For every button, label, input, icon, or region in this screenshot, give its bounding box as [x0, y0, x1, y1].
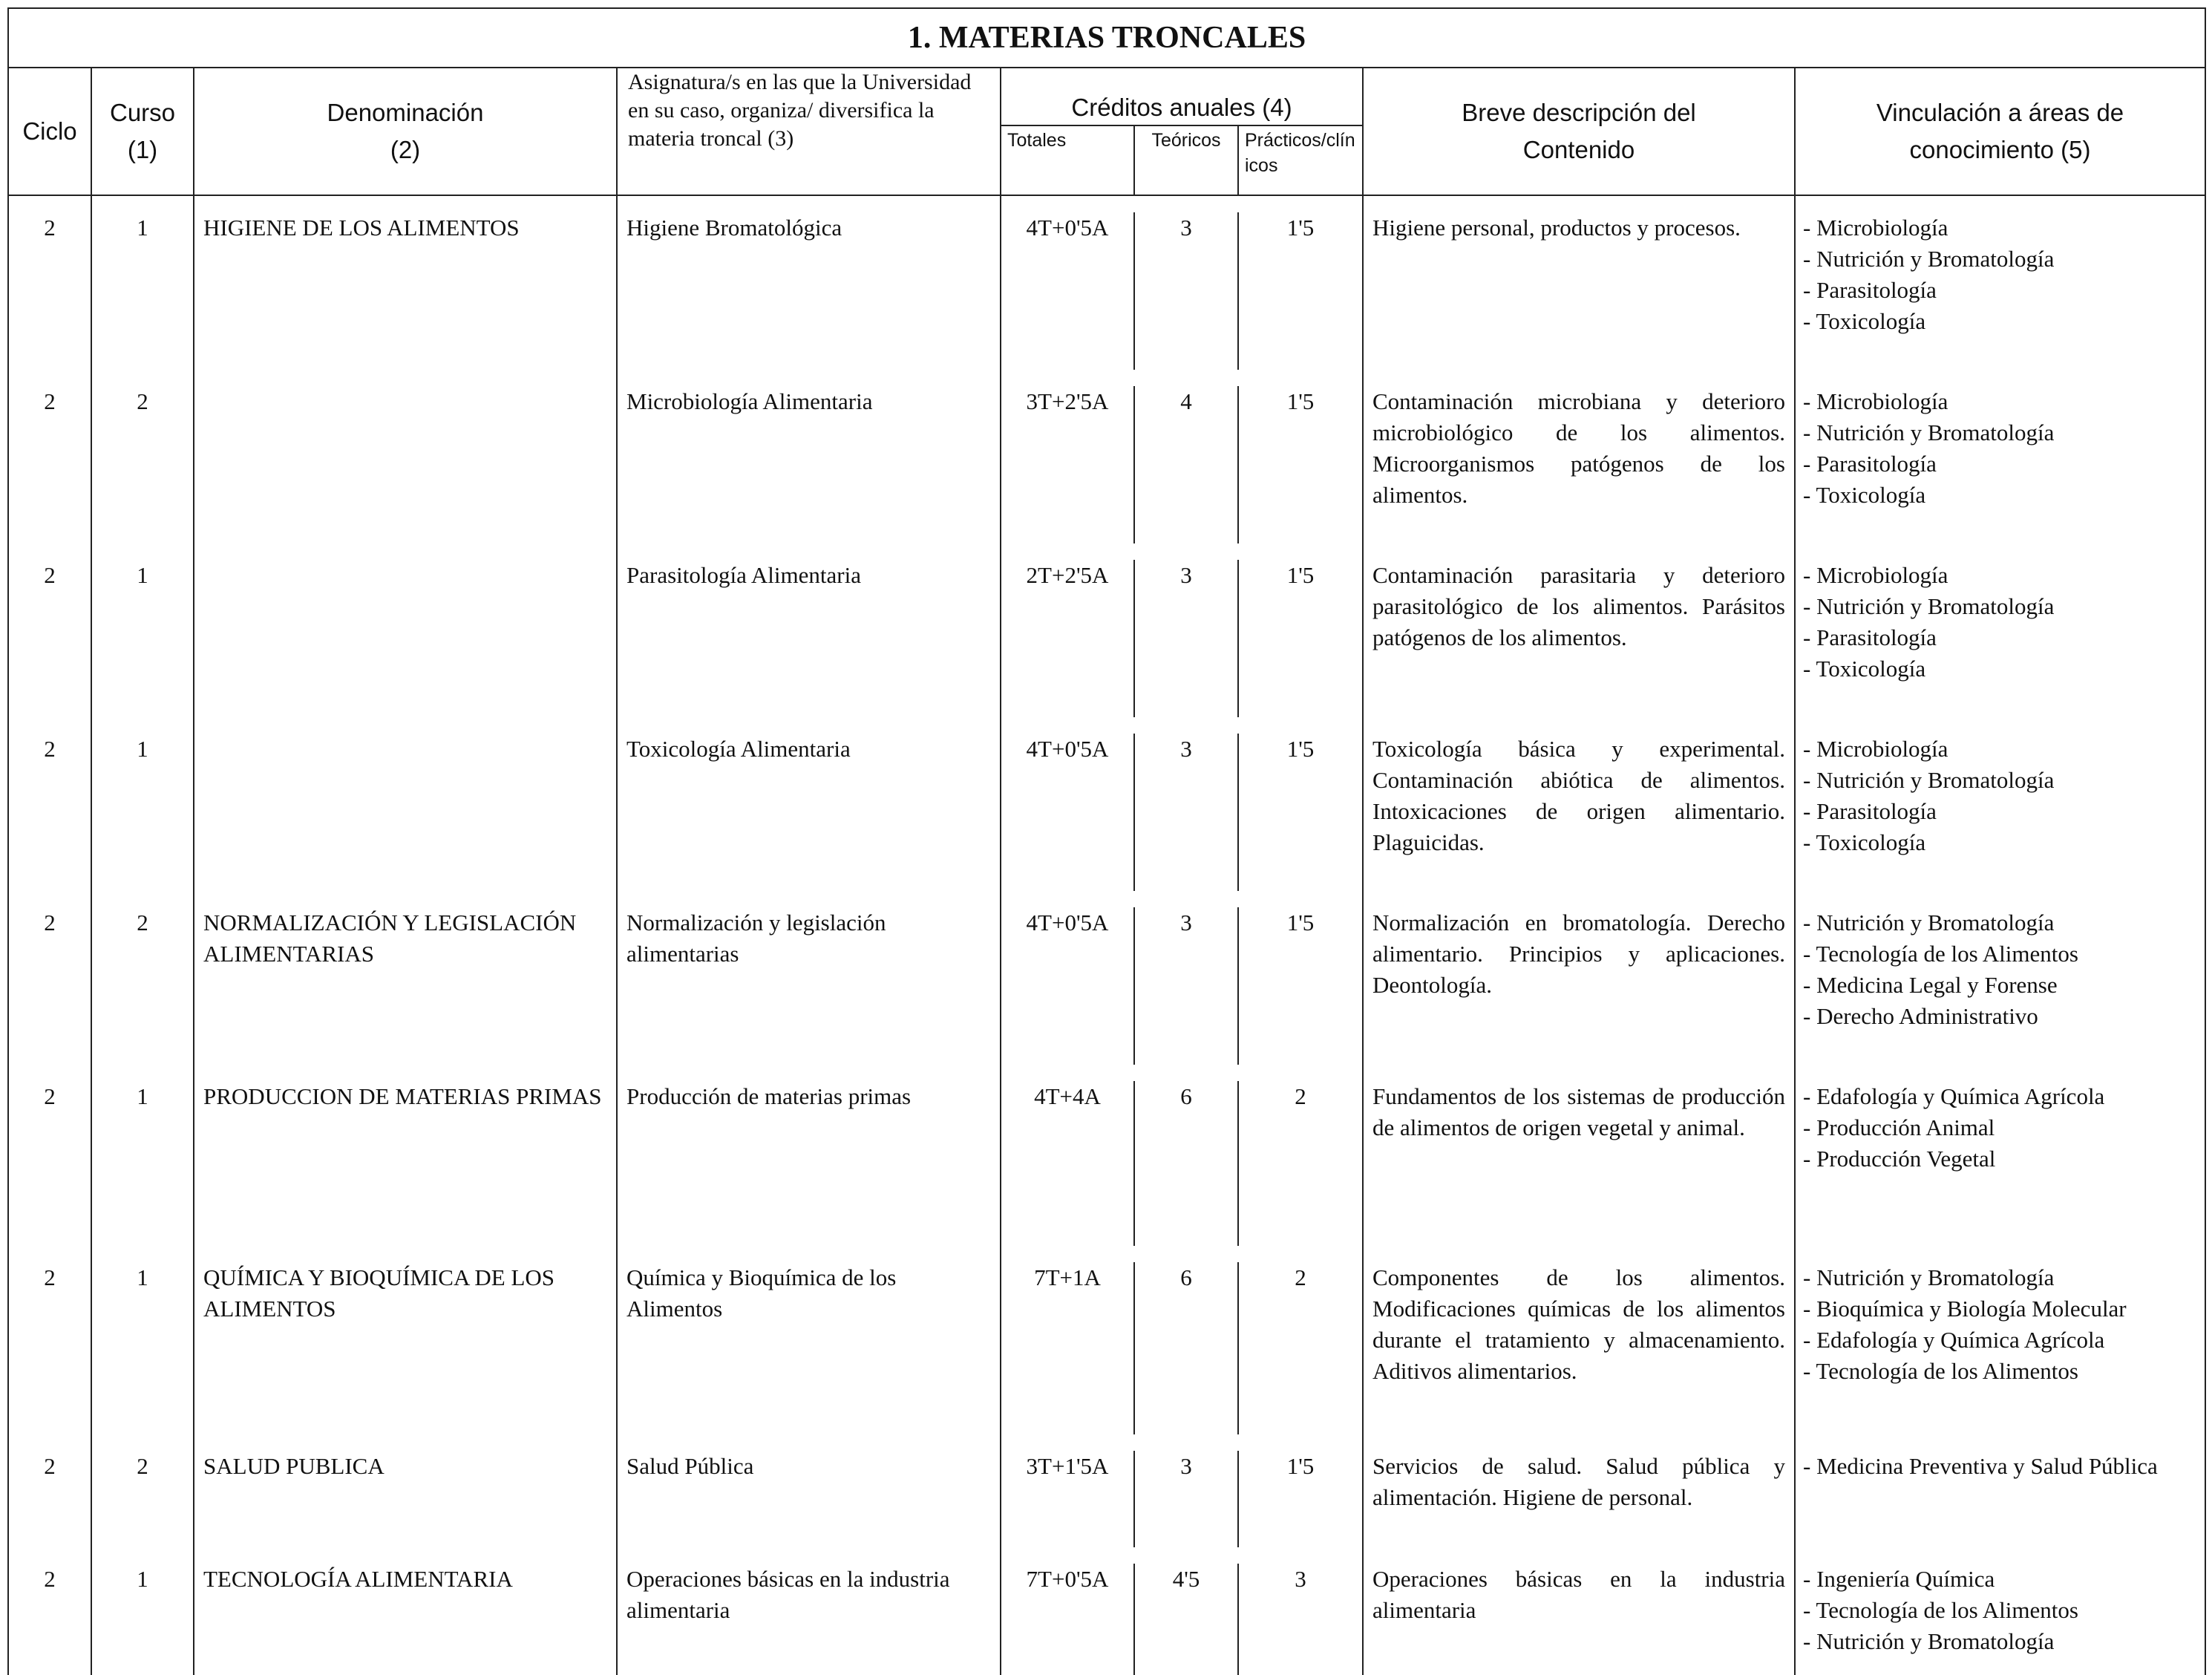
cell-ciclo: 2 — [8, 1065, 91, 1246]
header-totales: Totales — [1001, 126, 1135, 195]
cell-asignatura: Microbiología Alimentaria — [617, 370, 1001, 543]
cell-creditos — [1001, 891, 1363, 1065]
cell-areas — [1795, 370, 2205, 543]
areas-list — [1796, 212, 2205, 337]
list-item: - Toxicología — [1803, 656, 1926, 682]
cell-practicos: 1'5 — [1286, 562, 1315, 588]
cell-asignatura: Higiene Bromatológica — [617, 196, 1001, 370]
cell-areas — [1795, 891, 2205, 1065]
cell-practicos: 1'5 — [1286, 215, 1315, 241]
cell-teoricos: 4 — [1135, 386, 1239, 543]
list-item: - Microbiología — [1803, 736, 1948, 762]
table-row — [8, 370, 2205, 543]
cell-practicos: 2 — [1295, 1083, 1306, 1109]
cell-practicos: 1'5 — [1286, 910, 1315, 936]
table-row — [8, 196, 2205, 370]
areas-list — [1796, 386, 2205, 511]
cell-areas — [1795, 1434, 2205, 1547]
cell-practicos: 2 — [1295, 1264, 1306, 1290]
cell-creditos — [1001, 1246, 1363, 1434]
cell-teoricos: 3 — [1135, 212, 1239, 370]
cell-ciclo: 2 — [8, 1434, 91, 1547]
cell-teoricos: 6 — [1135, 1262, 1239, 1434]
cell-curso: 1 — [91, 196, 194, 370]
cell-denominacion: SALUD PUBLICA — [194, 1434, 617, 1547]
cell-denominacion — [194, 543, 617, 717]
cell-descripcion: Contaminación parasitaria y deterioro parasitológico de los alimentos. Parásitos patógenos de los alimentos. — [1363, 543, 1795, 717]
cell-totales: 7T+1A — [1001, 1262, 1135, 1434]
cell-totales: 4T+0'5A — [1001, 907, 1135, 1065]
header-descripcion: Breve descripción del Contenido — [1363, 68, 1795, 195]
list-item: - Edafología y Química Agrícola — [1803, 1083, 2105, 1109]
list-item: - Parasitología — [1803, 624, 1937, 650]
header-teoricos: Teóricos — [1135, 126, 1239, 195]
header-creditos — [1001, 68, 1363, 195]
cell-denominacion: PRODUCCION DE MATERIAS PRIMAS — [194, 1065, 617, 1246]
areas-list — [1796, 1262, 2205, 1387]
cell-teoricos: 3 — [1135, 1451, 1239, 1547]
cell-denominacion — [194, 717, 617, 891]
list-item: - Tecnología de los Alimentos — [1803, 1597, 2078, 1623]
cell-areas — [1795, 1246, 2205, 1434]
cell-teoricos: 3 — [1135, 734, 1239, 891]
areas-list — [1796, 907, 2205, 1032]
list-item: - Parasitología — [1803, 451, 1937, 477]
header-curso-label: Curso — [109, 99, 176, 126]
cell-asignatura: Salud Pública — [617, 1434, 1001, 1547]
cell-denominacion: QUÍMICA Y BIOQUÍMICA DE LOS ALIMENTOS — [194, 1246, 617, 1434]
list-item: - Microbiología — [1803, 388, 1948, 414]
header-denominacion-label: Denominación — [327, 99, 484, 126]
cell-descripcion: Toxicología básica y experimental. Contaminación abiótica de alimentos. Intoxicaciones de origen alimentario. Plaguicidas. — [1363, 717, 1795, 891]
areas-list — [1796, 1564, 2205, 1657]
cell-areas — [1795, 1065, 2205, 1246]
document-page — [7, 7, 2205, 1654]
cell-ciclo: 2 — [8, 370, 91, 543]
cell-teoricos: 3 — [1135, 907, 1239, 1065]
cell-practicos: 3 — [1295, 1566, 1306, 1592]
header-practicos: Prácticos/clínicos — [1245, 130, 1355, 176]
cell-areas — [1795, 1547, 2205, 1675]
header-asignatura: Asignatura/s en las que la Universidad en su caso, organiza/ diversifica la materia troncal (3) — [617, 68, 1001, 195]
table-row — [8, 891, 2205, 1065]
list-item: - Nutrición y Bromatología — [1803, 910, 2055, 936]
list-item: - Edafología y Química Agrícola — [1803, 1327, 2105, 1353]
table-title: 1. MATERIAS TRONCALES — [8, 8, 2205, 68]
header-row — [8, 68, 2205, 195]
cell-totales: 4T+0'5A — [1001, 734, 1135, 891]
list-item: - Nutrición y Bromatología — [1803, 1628, 2055, 1654]
header-creditos-label: Créditos anuales (4) — [1071, 94, 1292, 121]
list-item: - Bioquímica y Biología Molecular — [1803, 1296, 2127, 1322]
cell-curso: 2 — [91, 370, 194, 543]
header-denominacion-note: (2) — [390, 136, 421, 163]
list-item: - Parasitología — [1803, 277, 1937, 303]
list-item: - Toxicología — [1803, 829, 1926, 855]
areas-list — [1796, 1451, 2205, 1482]
cell-curso: 1 — [91, 1547, 194, 1675]
cell-areas — [1795, 196, 2205, 370]
header-curso — [91, 68, 194, 195]
list-item: - Tecnología de los Alimentos — [1803, 1358, 2078, 1384]
cell-totales: 4T+0'5A — [1001, 212, 1135, 370]
list-item: - Microbiología — [1803, 562, 1948, 588]
cell-areas — [1795, 543, 2205, 717]
cell-totales: 3T+1'5A — [1001, 1451, 1135, 1547]
cell-descripcion: Normalización en bromatología. Derecho alimentario. Principios y aplicaciones. Deontología. — [1363, 891, 1795, 1065]
cell-teoricos: 4'5 — [1135, 1564, 1239, 1675]
list-item: - Medicina Legal y Forense — [1803, 972, 2058, 998]
cell-ciclo: 2 — [8, 891, 91, 1065]
list-item: - Nutrición y Bromatología — [1803, 767, 2055, 793]
list-item: - Producción Animal — [1803, 1114, 1995, 1140]
table-row — [8, 1434, 2205, 1547]
cell-creditos — [1001, 1065, 1363, 1246]
list-item: - Microbiología — [1803, 215, 1948, 241]
cell-asignatura: Producción de materias primas — [617, 1065, 1001, 1246]
header-vinculacion: Vinculación a áreas de conocimiento (5) — [1795, 68, 2205, 195]
cell-descripcion: Higiene personal, productos y procesos. — [1363, 196, 1795, 370]
list-item: - Ingeniería Química — [1803, 1566, 1995, 1592]
list-item: - Toxicología — [1803, 482, 1926, 508]
cell-totales: 2T+2'5A — [1001, 560, 1135, 717]
table-row — [8, 1065, 2205, 1246]
list-item: - Toxicología — [1803, 308, 1926, 334]
cell-descripcion: Operaciones básicas en la industria alimentaria — [1363, 1547, 1795, 1675]
list-item: - Tecnología de los Alimentos — [1803, 941, 2078, 967]
cell-ciclo: 2 — [8, 196, 91, 370]
cell-creditos — [1001, 1547, 1363, 1675]
list-item: - Nutrición y Bromatología — [1803, 246, 2055, 272]
cell-curso: 1 — [91, 717, 194, 891]
cell-creditos — [1001, 543, 1363, 717]
cell-practicos: 1'5 — [1286, 388, 1315, 414]
cell-curso: 2 — [91, 891, 194, 1065]
cell-descripcion: Contaminación microbiana y deterioro microbiológico de los alimentos. Microorganismos patógenos de los alimentos. — [1363, 370, 1795, 543]
cell-creditos — [1001, 370, 1363, 543]
cell-curso: 2 — [91, 1434, 194, 1547]
cell-asignatura: Química y Bioquímica de los Alimentos — [617, 1246, 1001, 1434]
header-ciclo: Ciclo — [8, 68, 91, 195]
cell-asignatura: Toxicología Alimentaria — [617, 717, 1001, 891]
cell-practicos: 1'5 — [1286, 1453, 1315, 1479]
cell-curso: 1 — [91, 543, 194, 717]
cell-ciclo: 2 — [8, 717, 91, 891]
list-item: - Derecho Administrativo — [1803, 1003, 2038, 1029]
cell-denominacion — [194, 370, 617, 543]
cell-descripcion: Componentes de los alimentos. Modificaciones químicas de los alimentos durante el tratamiento y almacenamiento. Aditivos alimentarios. — [1363, 1246, 1795, 1434]
cell-teoricos: 6 — [1135, 1081, 1239, 1246]
list-item: - Nutrición y Bromatología — [1803, 419, 2055, 445]
cell-descripcion: Servicios de salud. Salud pública y alimentación. Higiene de personal. — [1363, 1434, 1795, 1547]
table-row — [8, 1547, 2205, 1675]
cell-totales: 4T+4A — [1001, 1081, 1135, 1246]
cell-practicos: 1'5 — [1286, 736, 1315, 762]
cell-totales: 3T+2'5A — [1001, 386, 1135, 543]
cell-asignatura: Operaciones básicas en la industria alimentaria — [617, 1547, 1001, 1675]
header-denominacion — [194, 68, 617, 195]
cell-creditos — [1001, 717, 1363, 891]
cell-curso: 1 — [91, 1246, 194, 1434]
cell-denominacion: NORMALIZACIÓN Y LEGISLACIÓN ALIMENTARIAS — [194, 891, 617, 1065]
list-item: - Parasitología — [1803, 798, 1937, 824]
cell-areas — [1795, 717, 2205, 891]
list-item: - Nutrición y Bromatología — [1803, 1264, 2055, 1290]
cell-totales: 7T+0'5A — [1001, 1564, 1135, 1675]
cell-teoricos: 3 — [1135, 560, 1239, 717]
cell-descripcion: Fundamentos de los sistemas de producción de alimentos de origen vegetal y animal. — [1363, 1065, 1795, 1246]
cell-ciclo: 2 — [8, 1547, 91, 1675]
cell-creditos — [1001, 1434, 1363, 1547]
materias-body — [7, 196, 2206, 1675]
cell-asignatura: Parasitología Alimentaria — [617, 543, 1001, 717]
areas-list — [1796, 1081, 2205, 1175]
cell-ciclo: 2 — [8, 1246, 91, 1434]
cell-ciclo: 2 — [8, 543, 91, 717]
areas-list — [1796, 560, 2205, 685]
table-row — [8, 717, 2205, 891]
cell-creditos — [1001, 196, 1363, 370]
cell-denominacion: TECNOLOGÍA ALIMENTARIA — [194, 1547, 617, 1675]
list-item: - Medicina Preventiva y Salud Pública — [1803, 1453, 2158, 1479]
cell-curso: 1 — [91, 1065, 194, 1246]
materias-table — [7, 7, 2206, 196]
cell-asignatura: Normalización y legislación alimentarias — [617, 891, 1001, 1065]
table-row — [8, 543, 2205, 717]
header-curso-note: (1) — [127, 136, 158, 163]
table-row — [8, 1246, 2205, 1434]
cell-denominacion: HIGIENE DE LOS ALIMENTOS — [194, 196, 617, 370]
areas-list — [1796, 734, 2205, 858]
list-item: - Nutrición y Bromatología — [1803, 593, 2055, 619]
list-item: - Producción Vegetal — [1803, 1146, 1996, 1172]
